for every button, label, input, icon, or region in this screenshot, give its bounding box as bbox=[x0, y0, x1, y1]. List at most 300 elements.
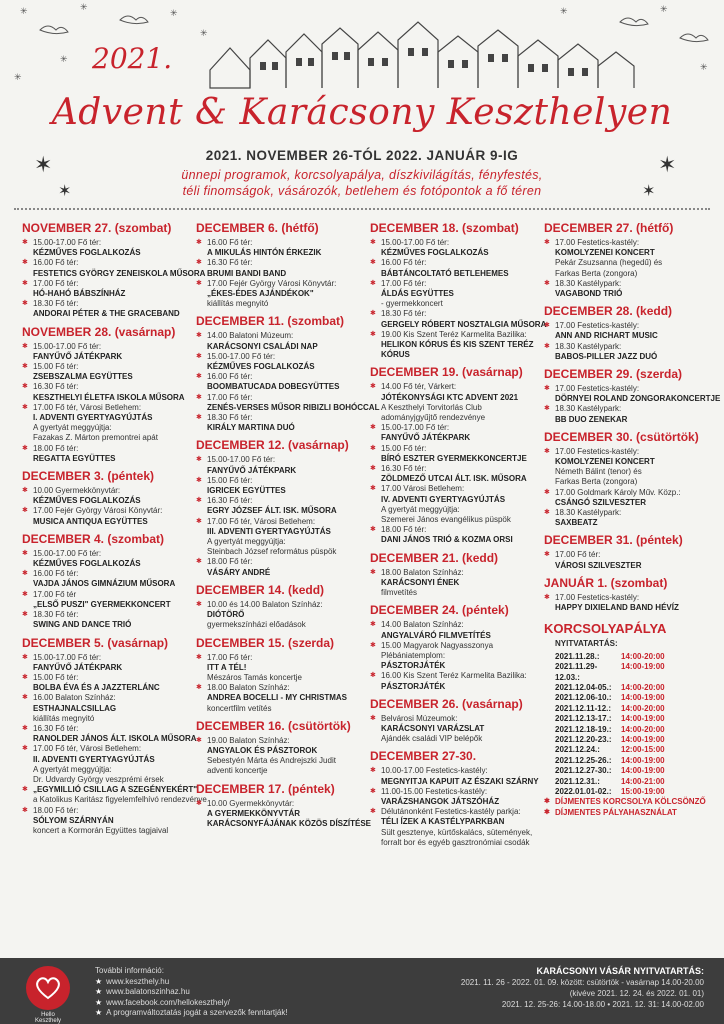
program-time-place: ✱ 18.00 Fő tér: bbox=[381, 525, 427, 535]
skating-date: 2021.12.06-10.: bbox=[555, 693, 612, 703]
program-title: I. ADVENTI GYERTYAGYÚJTÁS bbox=[33, 413, 153, 423]
program-title: FESTETICS GYÖRGY ZENEISKOLA MŰSORA bbox=[33, 268, 206, 278]
program-item bbox=[370, 279, 540, 310]
hello-keszthely-logo bbox=[26, 966, 70, 1010]
program-time-place: ✱ 18.00 Fő tér: bbox=[207, 557, 253, 567]
logo-text: Hello Keszthely bbox=[34, 1012, 61, 1024]
footer-info bbox=[95, 966, 288, 1019]
program-time-place: ✱ 16.00 Fő tér: bbox=[207, 372, 253, 382]
program-time-place: ✱ 14.00 Fő tér, Várkert: bbox=[381, 382, 457, 392]
program-details: A gyertyát meggyújtja: Szemerei János evangélikus püspök bbox=[381, 504, 511, 525]
svg-text:✳: ✳ bbox=[700, 63, 708, 73]
program-item bbox=[22, 444, 192, 464]
footer-note: ★ A programváltoztatás jogát a szervezők fenntartják! bbox=[95, 1008, 288, 1017]
program-time-place: ✱ 18.00 Fő tér: bbox=[33, 443, 79, 453]
program-time-place: ✱ 10.00-17.00 Festetics-kastély: bbox=[381, 766, 488, 776]
skating-time: 14:00-19:00 bbox=[621, 714, 665, 724]
program-item bbox=[196, 557, 366, 577]
svg-text:✳: ✳ bbox=[170, 9, 178, 19]
program-title: HELIKON KÓRUS ÉS KIS SZENT TERÉZ KÓRUS bbox=[381, 340, 534, 360]
skating-date: 2021.12.11-12.: bbox=[555, 703, 612, 713]
program-item bbox=[544, 321, 714, 341]
program-item bbox=[196, 476, 366, 496]
program-time-place: ✱ Délutánonként Festetics-kastély parkja: bbox=[381, 807, 521, 817]
program-item bbox=[370, 258, 540, 278]
program-title: ✱ „EGYMILLIÓ CSILLAG A SZEGÉNYEKÉRT" bbox=[33, 785, 198, 795]
program-time-place: ✱ 19.00 Balaton Színház: bbox=[207, 735, 290, 745]
program-item bbox=[22, 806, 192, 837]
program-title: GERGELY RÓBERT NOSZTALGIA MŰSORA bbox=[381, 319, 547, 329]
day-heading: DECEMBER 29. (szerda) bbox=[544, 367, 683, 382]
program-time-place: ✱ 17.00 Festetics-kastély: bbox=[555, 592, 640, 602]
program-time-place: ✱ 18.30 Fő tér: bbox=[33, 610, 79, 620]
program-item bbox=[544, 384, 721, 404]
program-title: BABOS-PILLER JAZZ DUÓ bbox=[555, 351, 658, 361]
program-item bbox=[370, 309, 547, 329]
program-time-place: ✱ 17.00 Fő tér: bbox=[381, 278, 427, 288]
skating-hours-row bbox=[555, 777, 714, 787]
program-item bbox=[22, 785, 207, 805]
program-item bbox=[544, 447, 714, 488]
program-time-place: ✱ 16.30 Fő tér: bbox=[33, 382, 79, 392]
program-item bbox=[22, 590, 192, 610]
program-item bbox=[196, 238, 366, 258]
program-details: A gyertyát meggyújtja: Steinbach József református püspök bbox=[207, 537, 337, 557]
skating-hours-row bbox=[555, 662, 714, 683]
svg-text:✳: ✳ bbox=[80, 3, 88, 13]
program-title: „ÉKES-ÉDES AJÁNDÉKOK" bbox=[207, 289, 314, 299]
program-item bbox=[544, 238, 714, 279]
program-time-place: ✱ 14.00 Balatoni Múzeum: bbox=[207, 331, 294, 341]
skating-hours-row bbox=[555, 704, 714, 714]
program-time-place: ✱ 18.30 Fő tér: bbox=[381, 309, 427, 319]
day-heading: DECEMBER 24. (péntek) bbox=[370, 603, 509, 618]
program-item bbox=[544, 342, 714, 362]
program-item bbox=[22, 382, 192, 402]
program-time-place: ✱ 16.00 Kis Szent Teréz Karmelita Bazilika: bbox=[381, 671, 527, 681]
footer-link[interactable]: ★ www.facebook.com/hellokeszthely/ bbox=[95, 997, 230, 1007]
poster-footer bbox=[0, 958, 724, 1024]
program-time-place: ✱ 17.00 Fő tér: bbox=[33, 278, 79, 288]
program-item bbox=[196, 496, 366, 516]
program-details: A Keszthelyi Torvitorlás Club adományjgyűjtő rendezvénye bbox=[381, 402, 486, 423]
program-title: KARÁCSONYI ÉNEK bbox=[381, 577, 460, 587]
program-item bbox=[22, 403, 192, 444]
program-title: A MIKULÁS HINTÓN ÉRKEZIK bbox=[207, 248, 322, 258]
program-time-place: ✱ 10.00 Gyermekkönyvtár: bbox=[33, 486, 121, 496]
program-title: FANYŰVŐ JÁTÉKPARK bbox=[33, 351, 123, 361]
program-item bbox=[196, 683, 366, 714]
program-item bbox=[370, 238, 540, 258]
program-item bbox=[22, 299, 192, 319]
program-details: Sebestyén Márta és Andrejszki Judit adventi koncertje bbox=[207, 756, 336, 776]
program-item bbox=[22, 723, 197, 744]
skating-time: 14:00-20:00 bbox=[621, 724, 665, 734]
skating-hours-row bbox=[555, 787, 714, 797]
program-time-place: ✱ 16.30 Fő tér: bbox=[381, 464, 427, 474]
skating-time: 14:00-19:00 bbox=[621, 766, 665, 776]
program-title: VÁROSI SZILVESZTER bbox=[555, 560, 642, 570]
program-time-place: ✱ 17.00 Fő tér: bbox=[555, 550, 601, 560]
program-details: gyermekszínházi előadások bbox=[207, 620, 306, 630]
day-heading: DECEMBER 16. (csütörtök) bbox=[196, 718, 351, 733]
program-details: kiállítás megnyitó bbox=[33, 713, 95, 723]
program-time-place: ✱ 17.00 Festetics-kastély: bbox=[555, 238, 640, 247]
day-heading: DECEMBER 14. (kedd) bbox=[196, 582, 325, 597]
skating-date: 2021.11.29-12.03.: bbox=[555, 662, 598, 682]
program-time-place: ✱ 18.00 Balaton Színház: bbox=[381, 567, 464, 577]
skating-hours-row bbox=[555, 725, 714, 735]
program-title: BÁBTÁNCOLTATÓ BETLEHEMES bbox=[381, 268, 509, 278]
program-time-place: ✱ 15.00 Fő tér: bbox=[381, 443, 427, 453]
program-item bbox=[196, 653, 366, 684]
program-time-place: ✱ 15.00-17.00 Fő tér: bbox=[381, 423, 450, 433]
program-title: ANN AND RICHART MUSIC bbox=[555, 331, 658, 341]
program-time-place: ✱ 10.00 Gyermekkönyvtár: bbox=[207, 798, 295, 808]
program-title: KOMOLYZENEI KONCERT bbox=[555, 248, 655, 258]
program-details: koncert a Kormorán Együttes tagjaival bbox=[33, 825, 169, 835]
day-heading: DECEMBER 30. (csütörtök) bbox=[544, 429, 699, 444]
program-time-place: ✱ 11.00-15.00 Festetics-kastély: bbox=[381, 786, 488, 796]
program-time-place: ✱ 15.00 Fő tér: bbox=[33, 362, 79, 372]
program-time-place: ✱ 16.30 Fő tér: bbox=[207, 496, 253, 506]
program-item bbox=[22, 693, 192, 724]
program-item bbox=[544, 508, 714, 528]
program-item bbox=[196, 798, 372, 830]
program-item bbox=[22, 549, 192, 569]
skating-label: NYITVATARTÁS: bbox=[555, 639, 618, 649]
program-title: IGRICEK EGYÜTTES bbox=[207, 486, 286, 496]
program-title: ZSEBSZALMA EGYÜTTES bbox=[33, 372, 133, 382]
program-time-place: ✱ 18.00 Balaton Színház: bbox=[207, 683, 290, 693]
day-heading: NOVEMBER 27. (szombat) bbox=[22, 221, 172, 235]
program-item bbox=[22, 342, 192, 362]
program-details: A gyertyát meggyújtja: Fazakas Z. Márton premontrei apát bbox=[33, 423, 158, 443]
skating-hours-row bbox=[555, 756, 714, 766]
day-heading: NOVEMBER 28. (vasárnap) bbox=[22, 324, 176, 339]
skating-hours-row bbox=[555, 652, 714, 662]
poster-subtitle-2: téli finomságok, vásározók, betlehem és fotópontok a fő téren bbox=[182, 184, 542, 198]
program-item bbox=[196, 392, 380, 413]
skating-title: KORCSOLYAPÁLYA bbox=[544, 621, 667, 637]
day-heading: DECEMBER 26. (vasárnap) bbox=[370, 696, 523, 711]
skating-time: 14:00-19:00 bbox=[621, 693, 665, 703]
program-time-place: ✱ 15.00-17.00 Fő tér: bbox=[33, 548, 102, 558]
skating-extra-rental: ✱ DÍJMENTES KORCSOLYA KÖLCSÖNZŐ bbox=[544, 797, 714, 808]
program-time-place: ✱ 17.00 Fő tér bbox=[33, 589, 77, 599]
program-time-place: ✱ 18.30 Fő tér: bbox=[207, 413, 253, 423]
poster-date-range: 2021. NOVEMBER 26-TÓL 2022. JANUÁR 9-IG bbox=[205, 148, 519, 163]
program-details: kiállítás megnyitó bbox=[207, 299, 269, 309]
program-time-place: ✱ 18.30 Kastélypark: bbox=[555, 341, 622, 351]
program-details: koncertfilm vetítés bbox=[207, 703, 272, 713]
skating-hours-row bbox=[555, 745, 714, 755]
program-time-place: ✱ 17.00 Festetics-kastély: bbox=[555, 446, 640, 456]
program-title: BÍRÓ ESZTER GYERMEKKONCERTJE bbox=[381, 453, 527, 463]
program-item bbox=[370, 714, 540, 745]
day-heading: JANUÁR 1. (szombat) bbox=[544, 575, 668, 590]
program-item bbox=[22, 610, 192, 630]
skating-hours-row bbox=[555, 766, 714, 776]
skating-time: 12:00-15:00 bbox=[621, 745, 665, 755]
program-time-place: ✱ 17.00 Fő tér: bbox=[207, 652, 253, 662]
program-title: FANYŰVŐ JÁTÉKPARK bbox=[381, 433, 471, 443]
program-title: KOMOLYZENEI KONCERT bbox=[555, 457, 655, 467]
program-title: VAJDA JÁNOS GIMNÁZIUM MŰSORA bbox=[33, 579, 176, 589]
program-column-4 bbox=[544, 216, 721, 818]
program-time-place: ✱ 15.00-17.00 Fő tér: bbox=[207, 455, 276, 465]
program-title: ZÖLDMEZŐ UTCAI ÁLT. ISK. MŰSORA bbox=[381, 474, 527, 484]
program-title: ÁLDÁS EGYÜTTES bbox=[381, 289, 454, 299]
program-title: SÓLYOM SZÁRNYÁN bbox=[33, 815, 114, 825]
skating-hours-row bbox=[555, 693, 714, 703]
program-time-place: ✱ 18.30 Kastélypark: bbox=[555, 278, 622, 288]
program-item bbox=[370, 807, 540, 848]
svg-text:✳: ✳ bbox=[20, 7, 28, 17]
day-heading: DECEMBER 19. (vasárnap) bbox=[370, 365, 523, 380]
program-title: PÁSZTORJÁTÉK bbox=[381, 681, 446, 691]
program-title: KÉZMŰVES FOGLALKOZÁS bbox=[33, 496, 141, 506]
program-title: EGRY JÓZSEF ÁLT. ISK. MŰSORA bbox=[207, 506, 337, 516]
program-title: DIÓTÖRŐ bbox=[207, 610, 245, 620]
program-time-place: ✱ 17.00 Városi Betlehem: bbox=[381, 484, 465, 494]
program-time-place: ✱ 17.00 Fejér György Városi Könyvtár: bbox=[207, 278, 337, 288]
program-item bbox=[196, 517, 366, 558]
skating-date: 2021.12.20-23.: bbox=[555, 734, 612, 744]
skating-schedule bbox=[544, 639, 714, 797]
market-hours bbox=[461, 966, 704, 1010]
program-title: DANI JÁNOS TRIÓ & KOZMA ORSI bbox=[381, 535, 513, 545]
skating-date: 2021.12.24.: bbox=[555, 745, 600, 755]
program-item bbox=[22, 569, 192, 589]
skating-time: 14:00-20:00 bbox=[621, 703, 665, 713]
footer-link[interactable]: ★ www.balatonszinhaz.hu bbox=[95, 987, 190, 996]
market-hours-line: 2021. 12. 25-26: 14.00-18.00 • 2021. 12. 31: 14.00-02.00 bbox=[501, 1000, 704, 1009]
program-item bbox=[196, 258, 366, 278]
info-title: További információ: bbox=[95, 966, 164, 975]
skating-date: 2022.01.01-02.: bbox=[555, 786, 612, 796]
program-details: Mészáros Tamás koncertje bbox=[207, 672, 302, 682]
program-title: BOLBA ÉVA ÉS A JAZZTERLÁNC bbox=[33, 683, 160, 693]
day-heading: DECEMBER 17. (péntek) bbox=[196, 781, 335, 796]
program-title: HAPPY DIXIELAND BAND HÉVÍZ bbox=[555, 603, 679, 613]
program-title: ITT A TÉL! bbox=[207, 662, 247, 672]
svg-text:✶: ✶ bbox=[642, 181, 656, 200]
skating-date: 2021.12.18-19.: bbox=[555, 724, 612, 734]
program-details: Németh Bálint (tenor) és Farkas Berta (zongora) bbox=[555, 467, 642, 487]
svg-text:✳: ✳ bbox=[660, 5, 668, 15]
program-time-place: ✱ 16.00 Fő tér: bbox=[381, 258, 427, 268]
program-item bbox=[370, 568, 540, 599]
program-title: IV. ADVENTI GYERTYAGYÚJTÁS bbox=[381, 494, 506, 504]
program-title: „ELSŐ PUSZI" GYERMEKKONCERT bbox=[33, 599, 171, 609]
skating-time: 14:00-19:00 bbox=[621, 734, 665, 744]
program-title: VAGABOND TRIÓ bbox=[555, 289, 623, 299]
day-heading: DECEMBER 28. (kedd) bbox=[544, 304, 673, 319]
svg-text:✳: ✳ bbox=[14, 73, 22, 83]
program-title: RANOLDER JÁNOS ÁLT. ISKOLA MŰSORA bbox=[33, 734, 197, 744]
program-item bbox=[544, 593, 714, 613]
program-title: HÓ-HAHÓ BÁBSZÍNHÁZ bbox=[33, 289, 126, 299]
day-heading: DECEMBER 21. (kedd) bbox=[370, 550, 499, 565]
program-item bbox=[22, 653, 192, 673]
program-item bbox=[370, 787, 540, 807]
program-title: BOOMBATUCADA DOBEGYÜTTES bbox=[207, 382, 340, 392]
program-title: TÉLI ÍZEK A KASTÉLYPARKBAN bbox=[381, 817, 505, 827]
program-time-place: ✱ 16.30 Fő tér: bbox=[33, 723, 79, 733]
program-item bbox=[370, 484, 540, 525]
day-heading: DECEMBER 11. (szombat) bbox=[196, 314, 345, 329]
skating-time: 15:00-19:00 bbox=[621, 786, 665, 796]
day-heading: DECEMBER 15. (szerda) bbox=[196, 635, 335, 650]
day-heading: DECEMBER 31. (péntek) bbox=[544, 533, 683, 548]
program-title: KÉZMŰVES FOGLALKOZÁS bbox=[381, 248, 489, 258]
program-title: MUSICA ANTIQUA EGYÜTTES bbox=[33, 516, 148, 526]
program-title: KESZTHELYI ÉLETFA ISKOLA MŰSORA bbox=[33, 392, 185, 402]
program-item bbox=[22, 506, 192, 526]
skating-date: 2021.12.04-05.: bbox=[555, 682, 612, 692]
program-column-3 bbox=[370, 216, 547, 848]
program-time-place: ✱ 16.00 Balaton Színház: bbox=[33, 693, 116, 703]
day-heading: DECEMBER 12. (vasárnap) bbox=[196, 438, 349, 453]
market-hours-line: 2021. 11. 26 - 2022. 01. 09. között: csütörtök - vasárnap 14.00-20.00 bbox=[460, 978, 704, 987]
program-item bbox=[22, 744, 192, 785]
program-item bbox=[544, 404, 714, 424]
day-heading: DECEMBER 3. (péntek) bbox=[22, 469, 155, 484]
program-title: BRUMI BANDI BAND bbox=[207, 268, 287, 278]
program-title: JÓTÉKONYSÁGI KTC ADVENT 2021 bbox=[381, 392, 519, 402]
poster-title: Advent & Karácsony Keszthelyen bbox=[51, 92, 673, 133]
svg-text:✶: ✶ bbox=[658, 153, 677, 178]
program-time-place: ✱ 19.00 Kis Szent Teréz Karmelita Bazilika: bbox=[381, 329, 527, 339]
program-details: Pekár Zsuzsanna (hegedű) és Farkas Berta (zongora) bbox=[555, 258, 663, 278]
market-hours-line: (kivéve 2021. 12. 24. és 2022. 01. 01) bbox=[569, 989, 704, 998]
program-time-place: ✱ 15.00 Magyarok Nagyasszonya Plébániatemplom: bbox=[381, 640, 494, 660]
program-time-place: ✱ 16.30 Fő tér: bbox=[207, 258, 253, 268]
skating-date: 2021.11.28.: bbox=[555, 651, 600, 661]
program-title: FANYŰVŐ JÁTÉKPARK bbox=[33, 662, 123, 672]
program-title: ANDREA BOCELLI - MY CHRISTMAS bbox=[207, 693, 347, 703]
footer-link[interactable]: ★ www.keszthely.hu bbox=[95, 976, 170, 986]
program-time-place: ✱ 18.30 Kastélypark: bbox=[555, 404, 622, 414]
program-item bbox=[22, 279, 192, 299]
program-time-place: ✱ 17.00 Fő tér: bbox=[207, 392, 253, 402]
program-item bbox=[22, 486, 192, 506]
program-title: VARÁZSHANGOK JÁTSZÓHÁZ bbox=[381, 796, 500, 806]
skating-time: 14:00-20:00 bbox=[621, 682, 665, 692]
program-item bbox=[544, 488, 714, 508]
program-time-place: ✱ 16.00 Fő tér: bbox=[33, 258, 79, 268]
day-heading: DECEMBER 4. (szombat) bbox=[22, 531, 165, 546]
program-time-place: ✱ 17.00 Fő tér, Városi Betlehem: bbox=[33, 744, 142, 754]
program-item bbox=[544, 550, 714, 570]
program-details: A gyertyát meggyújtja: Dr. Udvardy György veszprémi érsek bbox=[33, 764, 164, 784]
program-item bbox=[370, 641, 540, 672]
program-time-place: ✱ 18.30 Kastélypark: bbox=[555, 508, 622, 518]
program-time-place: ✱ 17.00 Fő tér, Városi Betlehem: bbox=[33, 402, 142, 412]
program-title: CSÁNGÓ SZILVESZTER bbox=[555, 497, 646, 507]
program-time-place: ✱ 16.00 Fő tér: bbox=[207, 238, 253, 247]
skating-time: 14:00-19:00 bbox=[621, 755, 665, 765]
program-time-place: ✱ Belvárosi Múzeumok: bbox=[381, 713, 458, 723]
skating-date: 2021.12.13-17.: bbox=[555, 714, 612, 724]
program-time-place: ✱ 10.00 és 14.00 Balaton Színház: bbox=[207, 599, 323, 609]
program-title: ANGYALOK ÉS PÁSZTOROK bbox=[207, 745, 318, 755]
skating-time: 14:00-21:00 bbox=[621, 776, 665, 786]
skating-date: 2021.12.31.: bbox=[555, 776, 600, 786]
skating-hours-row bbox=[555, 683, 714, 693]
program-details: - gyermekkoncert bbox=[381, 299, 443, 309]
program-time-place: ✱ 15.00 Fő tér: bbox=[207, 475, 253, 485]
program-details: filmvetítés bbox=[381, 588, 418, 598]
program-title: ANDORAI PÉTER & THE GRACEBAND bbox=[33, 309, 180, 319]
program-time-place: ✱ 18.30 Fő tér: bbox=[33, 299, 79, 309]
program-title: A GYERMEKKÖNYVTÁR KARÁCSONYFÁJÁNAK KÖZÖS DÍSZÍTÉSE bbox=[207, 808, 372, 828]
program-title: VÁSÁRY ANDRÉ bbox=[207, 567, 271, 577]
program-title: II. ADVENTI GYERTYAGYÚJTÁS bbox=[33, 754, 155, 764]
program-title: KARÁCSONYI VARÁZSLAT bbox=[381, 723, 485, 733]
program-title: ZENÉS-VERSES MŰSOR RIBIZLI BOHÓCCAL bbox=[207, 402, 380, 412]
day-heading: DECEMBER 18. (szombat) bbox=[370, 221, 519, 235]
program-item bbox=[370, 464, 540, 484]
poster-year: 2021. bbox=[92, 42, 173, 75]
skating-hours-row bbox=[555, 735, 714, 745]
program-item bbox=[22, 673, 192, 693]
program-item bbox=[196, 352, 366, 372]
program-item bbox=[196, 736, 366, 777]
program-time-place: ✱ 16.00 Fő tér: bbox=[33, 569, 79, 579]
svg-text:✳: ✳ bbox=[60, 55, 68, 65]
program-time-place: ✱ 15.00-17.00 Fő tér: bbox=[33, 652, 102, 662]
svg-text:✳: ✳ bbox=[200, 29, 208, 39]
program-title: REGATTA EGYÜTTES bbox=[33, 453, 116, 463]
program-time-place: ✱ 17.00 Goldmark Károly Műv. Közp.: bbox=[555, 487, 681, 497]
program-item bbox=[22, 238, 192, 258]
program-time-place: ✱ 14.00 Balaton Színház: bbox=[381, 620, 464, 630]
program-item bbox=[370, 330, 540, 361]
program-item bbox=[22, 362, 192, 382]
program-time-place: ✱ 15.00-17.00 Fő tér: bbox=[33, 341, 102, 351]
program-title: III. ADVENTI GYERTYAGYÚJTÁS bbox=[207, 526, 331, 536]
skating-date: 2021.12.27-30.: bbox=[555, 766, 612, 776]
poster-subtitle-1: ünnepi programok, korcsolyapálya, díszkivilágítás, fényfestés, bbox=[181, 168, 543, 182]
program-time-place: ✱ 15.00 Fő tér: bbox=[33, 672, 79, 682]
program-item bbox=[22, 258, 206, 278]
program-time-place: ✱ 17.00 Fő tér, Városi Betlehem: bbox=[207, 516, 316, 526]
day-heading: DECEMBER 27-30. bbox=[370, 749, 477, 764]
program-title: KÉZMŰVES FOGLALKOZÁS bbox=[33, 559, 141, 569]
svg-text:✳: ✳ bbox=[560, 7, 568, 17]
program-details: Sült gesztenye, kürtőskalács, sütemények, forralt bor és egyéb gasztronómiai csodák bbox=[381, 827, 533, 847]
program-time-place: ✱ 17.00 Festetics-kastély: bbox=[555, 384, 640, 394]
program-title: BB DUO ZENEKAR bbox=[555, 414, 628, 424]
program-item bbox=[196, 600, 366, 631]
skating-hours-row bbox=[555, 714, 714, 724]
program-item bbox=[544, 279, 714, 299]
program-title: DÖRNYEI ROLAND ZONGORAKONCERTJE bbox=[555, 394, 721, 404]
program-item bbox=[370, 620, 540, 640]
program-details: a Katolikus Karitász figyelemfelhívó rendezvénye bbox=[33, 795, 207, 805]
day-heading: DECEMBER 6. (hétfő) bbox=[196, 221, 319, 235]
day-heading: DECEMBER 27. (hétfő) bbox=[544, 221, 674, 235]
program-item bbox=[196, 455, 366, 475]
program-title: PÁSZTORJÁTÉK bbox=[381, 661, 446, 671]
program-time-place: ✱ 18.00 Fő tér: bbox=[33, 805, 79, 815]
skating-time: 14:00-20:00 bbox=[621, 651, 665, 661]
program-item bbox=[370, 444, 540, 464]
program-time-place: ✱ 17.00 Fejér György Városi Könyvtár: bbox=[33, 506, 163, 516]
program-item bbox=[370, 423, 540, 443]
